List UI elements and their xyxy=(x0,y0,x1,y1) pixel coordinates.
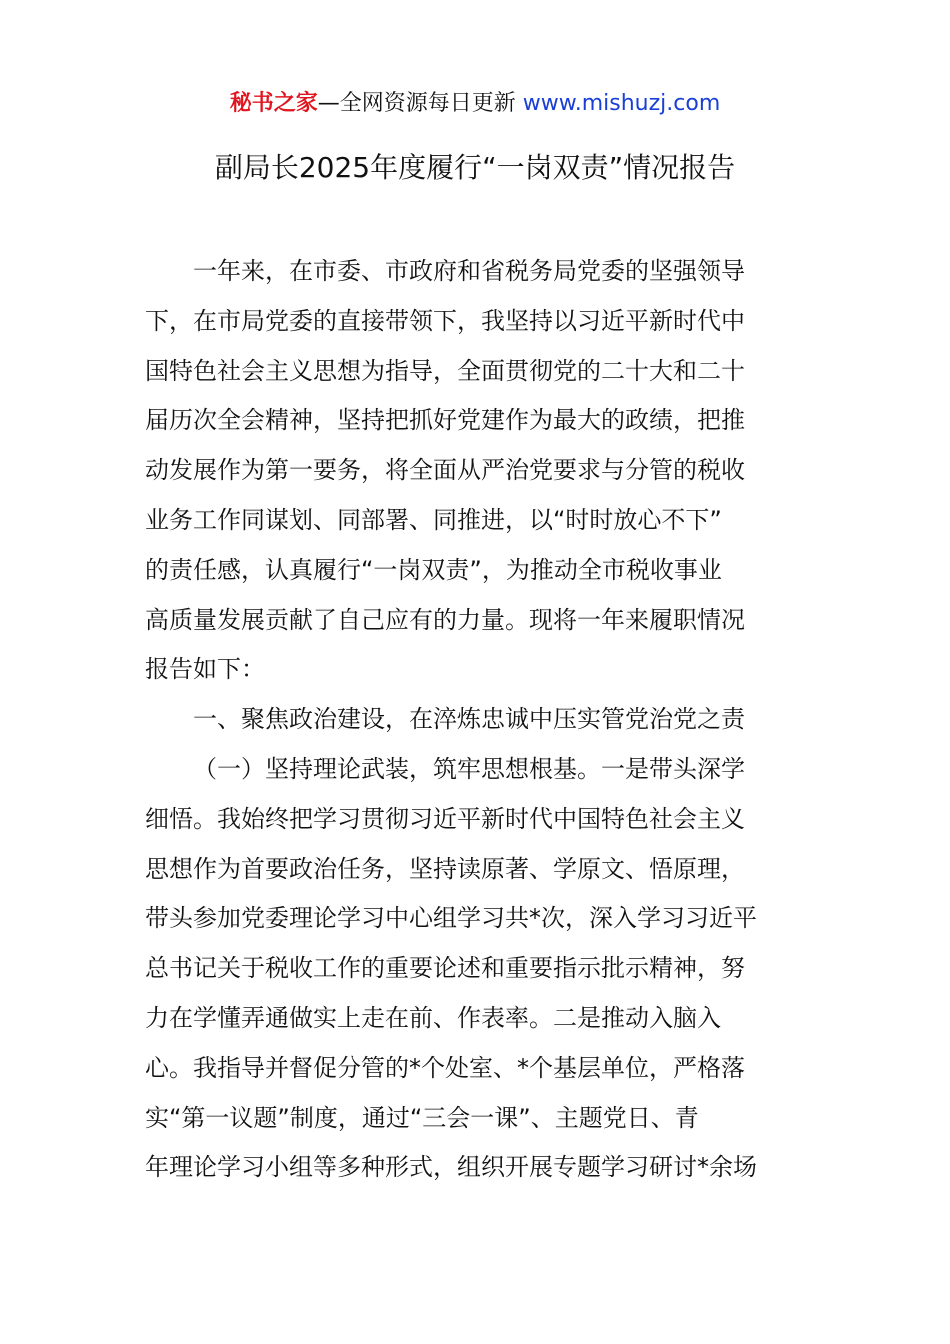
brand-name: 秘书之家 xyxy=(229,91,318,116)
paragraph-line: 报告如下： xyxy=(145,655,265,684)
paragraph-line: 高质量发展贡献了自己应有的力量。现将一年来履职情况 xyxy=(145,605,745,634)
paragraph-line: 力在学懂弄通做实上走在前、作表率。二是推动入脑入 xyxy=(145,1003,721,1032)
paragraph-line: 细悟。我始终把学习贯彻习近平新时代中国特色社会主义 xyxy=(145,804,745,833)
paragraph-line: 思想作为首要政治任务，坚持读原著、学原文、悟原理， xyxy=(145,854,745,883)
paragraph-line: 带头参加党委理论学习中心组学习共*次，深入学习习近平 xyxy=(145,904,757,933)
paragraph-line: 业务工作同谋划、同部署、同推进，以“时时放心不下” xyxy=(145,505,722,534)
paragraph-line: 年理论学习小组等多种形式，组织开展专题学习研讨*余场 xyxy=(145,1153,757,1182)
paragraph-line: 的责任感，认真履行“一岗双责”，为推动全市税收事业 xyxy=(145,555,722,584)
site-header xyxy=(0,88,950,120)
site-url[interactable]: www.mishuzj.com xyxy=(522,91,721,116)
document-title: 副局长2025年度履行“一岗双责”情况报告 xyxy=(214,151,736,184)
paragraph-line: 动发展作为第一要务，将全面从严治党要求与分管的税收 xyxy=(145,456,745,485)
paragraph-line: 心。我指导并督促分管的*个处室、*个基层单位，严格落 xyxy=(145,1053,745,1082)
paragraph-line: 下，在市局党委的直接带领下，我坚持以习近平新时代中 xyxy=(145,306,745,335)
paragraph-line: 一年来，在市委、市政府和省税务局党委的坚强领导 xyxy=(193,257,745,285)
document-body xyxy=(145,247,807,1193)
section-heading: 一、聚焦政治建设，在淬炼忠诚中压实管党治党之责 xyxy=(193,705,745,734)
paragraph-line: 国特色社会主义思想为指导，全面贯彻党的二十大和二十 xyxy=(145,356,745,385)
paragraph-line: （一）坚持理论武装，筑牢思想根基。一是带头深学 xyxy=(193,754,745,783)
paragraph-line: 总书记关于税收工作的重要论述和重要指示批示精神，努 xyxy=(145,954,745,983)
header-tagline: —全网资源每日更新 xyxy=(317,91,523,116)
paragraph-line: 实“第一议题”制度，通过“三会一课”、主题党日、青 xyxy=(145,1103,699,1132)
paragraph-line: 届历次全会精神，坚持把抓好党建作为最大的政绩，把推 xyxy=(145,406,745,435)
